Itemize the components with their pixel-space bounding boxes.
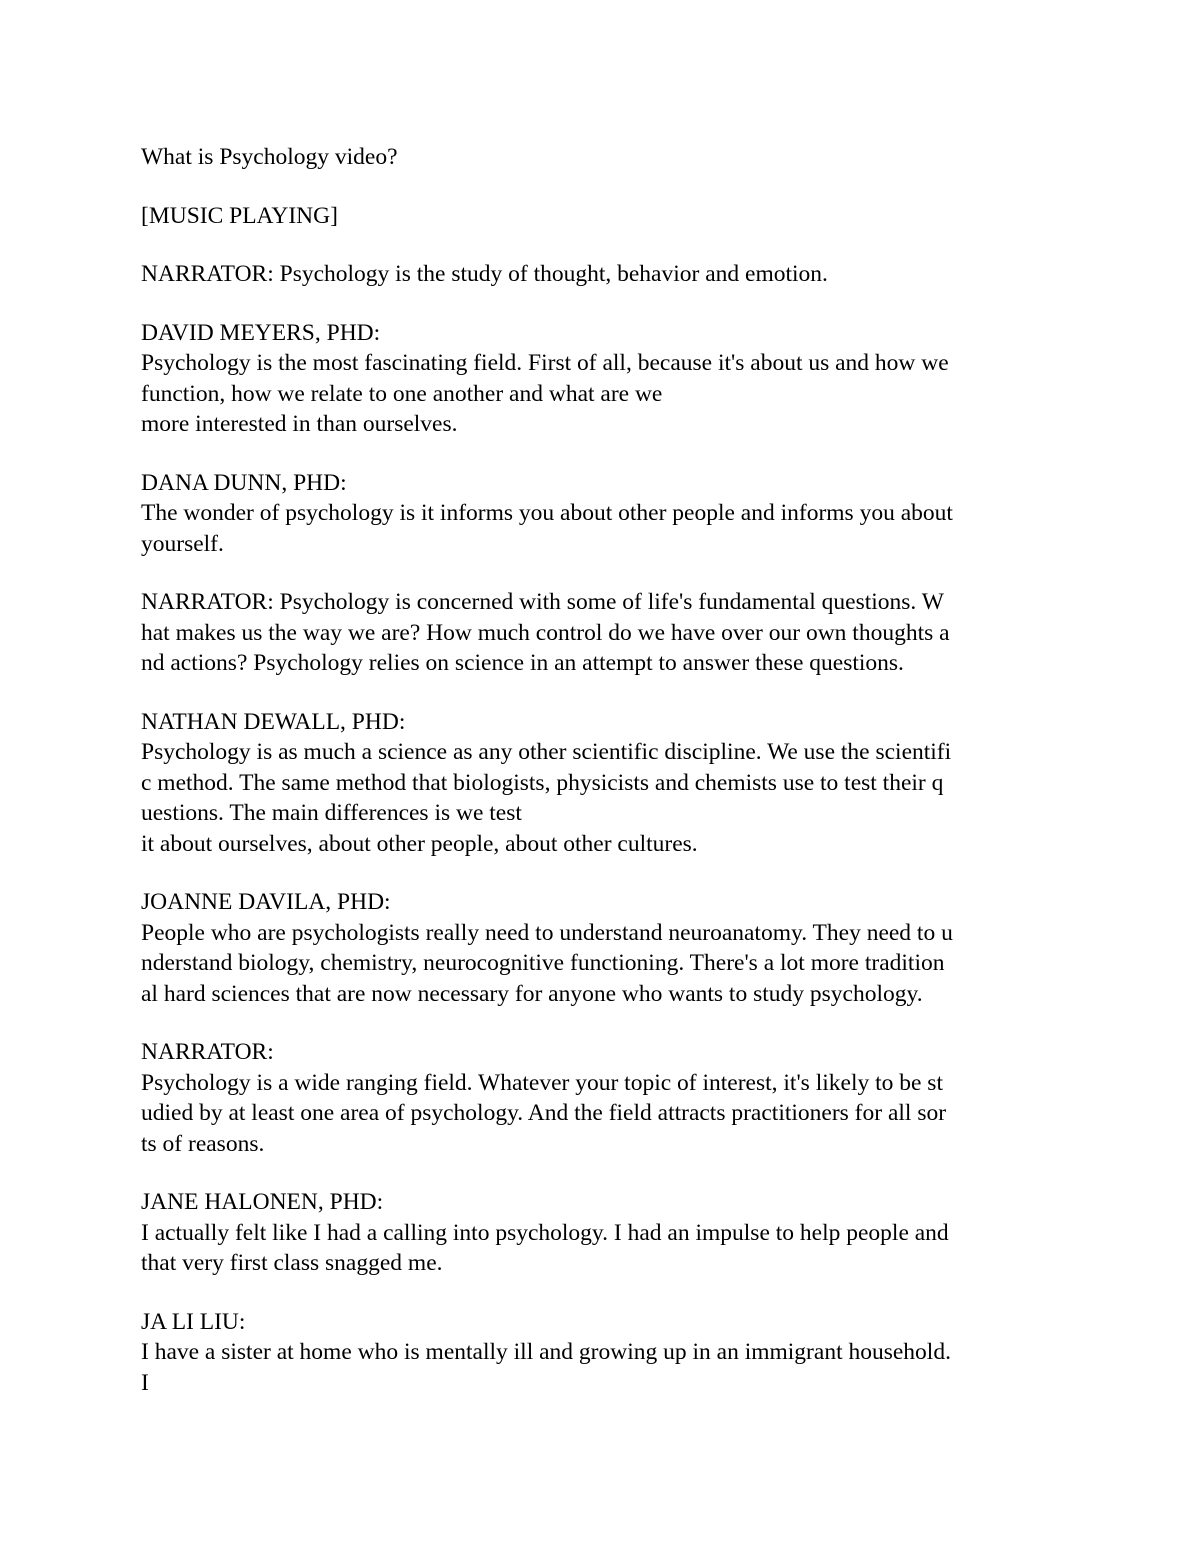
paragraph-narrator-3	[141, 1037, 1071, 1159]
paragraph-line: ts of reasons.	[141, 1130, 265, 1157]
speaker-label: DANA DUNN, PHD:	[141, 469, 347, 496]
paragraph-line: Psychology is as much a science as any other scientific discipline. We use the scientifi	[141, 739, 952, 765]
paragraph-line: NARRATOR: Psychology is concerned with some of life's fundamental questions. W	[141, 589, 944, 615]
paragraph-line: yourself.	[141, 530, 224, 557]
paragraph-music-cue	[141, 201, 1071, 232]
paragraph-ja-li-liu	[141, 1307, 1071, 1399]
paragraph-line: hat makes us the way we are? How much control do we have over our own thoughts a	[141, 619, 950, 646]
paragraph-line: that very first class snagged me.	[141, 1250, 443, 1276]
paragraph-narrator-2	[141, 587, 1071, 679]
paragraph-line: NARRATOR: Psychology is the study of thought, behavior and emotion.	[141, 261, 828, 287]
paragraph-line: c method. The same method that biologists, physicists and chemists use to test their q	[141, 769, 944, 796]
speaker-label: JANE HALONEN, PHD:	[141, 1189, 384, 1215]
paragraph-line: I	[141, 1369, 149, 1396]
paragraph-line: more interested in than ourselves.	[141, 411, 458, 437]
paragraph-jane-halonen	[141, 1187, 1071, 1279]
paragraph-line: The wonder of psychology is it informs you about other people and informs you about	[141, 500, 953, 526]
speaker-label: JOANNE DAVILA, PHD:	[141, 889, 391, 915]
paragraph-line: Psychology is the most fascinating field. First of all, because it's about us and how we	[141, 350, 949, 376]
speaker-label: NATHAN DEWALL, PHD:	[141, 708, 406, 735]
paragraph-narrator-1	[141, 259, 1071, 290]
paragraph-line: udied by at least one area of psychology. And the field attracts practitioners for all sor	[141, 1100, 947, 1126]
paragraph-joanne-davila	[141, 887, 1071, 1009]
paragraph-nathan-dewall	[141, 707, 1071, 860]
speaker-label: NARRATOR:	[141, 1039, 274, 1065]
paragraph-title	[141, 142, 1071, 173]
paragraph-line: nderstand biology, chemistry, neurocognitive functioning. There's a lot more tradition	[141, 950, 945, 976]
paragraph-line: I have a sister at home who is mentally ill and growing up in an immigrant household.	[141, 1339, 951, 1365]
paragraph-line: function, how we relate to one another and what are we	[141, 380, 663, 407]
paragraph-line: I actually felt like I had a calling into psychology. I had an impulse to help people and	[141, 1219, 949, 1246]
paragraph-line: Psychology is a wide ranging field. Whatever your topic of interest, it's likely to be st	[141, 1069, 943, 1096]
document-title: What is Psychology video?	[141, 144, 398, 170]
paragraph-line: al hard sciences that are now necessary for anyone who wants to study psychology.	[141, 980, 923, 1007]
paragraph-line: nd actions? Psychology relies on science in an attempt to answer these questions.	[141, 650, 904, 676]
paragraph-line: it about ourselves, about other people, about other cultures.	[141, 830, 698, 857]
music-cue: [MUSIC PLAYING]	[141, 202, 338, 229]
paragraph-line: uestions. The main differences is we test	[141, 800, 522, 826]
paragraph-dana-dunn	[141, 468, 1071, 560]
paragraph-david-meyers	[141, 318, 1071, 440]
speaker-label: JA LI LIU:	[141, 1308, 246, 1335]
paragraph-line: People who are psychologists really need to understand neuroanatomy. They need to u	[141, 919, 953, 946]
speaker-label: DAVID MEYERS, PHD:	[141, 319, 381, 346]
transcript-body	[141, 142, 1071, 1426]
